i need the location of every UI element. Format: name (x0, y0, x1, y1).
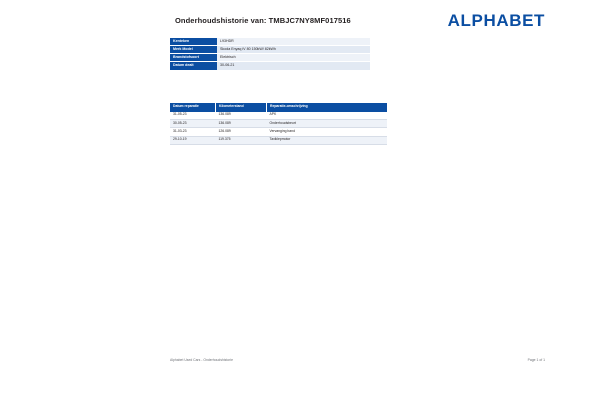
footer-source-label: Alphabet Used Cars - Onderhoudshistorie (170, 358, 233, 362)
cell-mileage: 136.089 (216, 112, 267, 120)
table-row (170, 119, 387, 127)
table-header-row (170, 103, 387, 112)
page-title: Onderhoudshistorie van: TMBJC7NY8MF017516 (175, 16, 351, 25)
cell-mileage: 119.375 (216, 136, 267, 144)
alphabet-logo: ALPHABET (447, 11, 545, 30)
vehicle-info-table (170, 38, 370, 71)
table-row (170, 62, 370, 70)
cell-date: 29-10-19 (170, 136, 216, 144)
cell-description: APK (267, 112, 388, 120)
table-row (170, 54, 370, 62)
info-value: L93HDR (217, 38, 370, 46)
table-row (170, 112, 387, 120)
column-header-mileage: Kilometerstand (216, 103, 267, 112)
cell-mileage: 126.089 (216, 128, 267, 136)
cell-description: Vervanging band (267, 128, 388, 136)
info-value: Elektrisch (217, 54, 370, 62)
cell-date: 31-03-23 (170, 128, 216, 136)
info-label: Datum dealt (170, 62, 217, 70)
table-row (170, 136, 387, 144)
column-header-description: Reparatie-omschrijving (267, 103, 388, 112)
info-label: Merk Model (170, 46, 217, 54)
info-label: Brandstofsoort (170, 54, 217, 62)
cell-date: 31-05-23 (170, 112, 216, 120)
info-value: 30-06-21 (217, 62, 370, 70)
document-header (175, 11, 570, 40)
column-header-date: Datum reparatie (170, 103, 216, 112)
table-row (170, 128, 387, 136)
cell-description: Taxiklepmotor (267, 136, 388, 144)
cell-description: Onderhoudsbeurt (267, 119, 388, 127)
info-label: Kenteken (170, 38, 217, 46)
document-footer (170, 358, 570, 368)
table-row (170, 38, 370, 46)
footer-page-number: Page 1 of 1 (527, 358, 545, 362)
info-value: Skoda Enyaq iV 80 150kW/ 82kWh (217, 46, 370, 54)
cell-mileage: 136.089 (216, 119, 267, 127)
cell-date: 30-05-23 (170, 119, 216, 127)
table-row (170, 46, 370, 54)
maintenance-history-table (170, 103, 387, 145)
